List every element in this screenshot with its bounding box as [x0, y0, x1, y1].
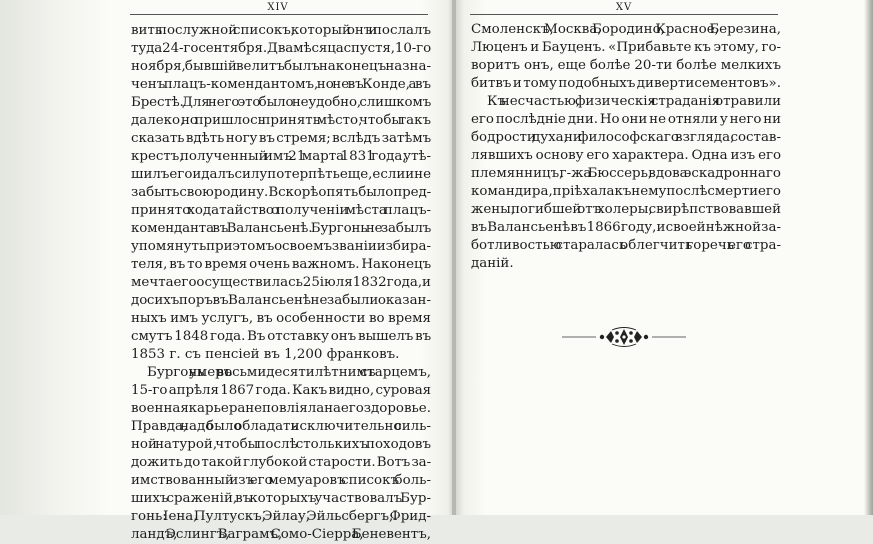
text-line: военная карьера не повліяла на его здоровье. — [131, 401, 431, 416]
text-line: даній. — [471, 256, 514, 271]
text-line: Бургонь умеръ восьмидесятилѣтнимъ старцемъ, — [147, 365, 431, 380]
text-line: бодрости духа, ни философскаго взгляда, состав- — [471, 130, 781, 145]
text-line: командира, пріѣхала къ нему послѣ смерти его — [471, 184, 781, 199]
text-line: упомянуть при этомъ о своемъ званіи избира- — [131, 239, 431, 254]
left-page-number: XIV — [267, 2, 289, 13]
text-line: Правда, надо было обладать исключительно силь- — [131, 419, 431, 434]
text-line: туда 24-го сентября. Два мѣсяца спустя, 10-го — [131, 41, 432, 56]
text-line: ноября, бывшій велитъ былъ наконецъ назна- — [131, 59, 431, 74]
text-line: ченъ плацъ-комендантомъ, но не въ Конде, а въ — [131, 77, 431, 92]
text-line: смутъ 1848 года. Въ отставку онъ вышелъ въ — [131, 329, 432, 344]
text-line: Къ несчастью, физическія страданія отравили — [487, 94, 781, 109]
text-line: воритъ онъ, еще болѣе 20-ти болѣе мелкихъ — [471, 58, 781, 73]
text-line: принято ходатайство о полученіи мѣста плацъ- — [131, 203, 431, 218]
text-line: дожить до такой глубокой старости. Вотъ за- — [131, 455, 432, 470]
left-header-rule — [130, 14, 428, 15]
right-page-number: XV — [615, 2, 633, 13]
text-line: ной натурой, чтобы послѣ столькихъ походовъ — [131, 437, 431, 452]
text-line: Брестѣ. Для него это было неудобно, слишкомъ — [131, 95, 432, 110]
text-line: вить послужной списокъ, который онъ и послалъ — [131, 23, 431, 38]
text-line: ныхъ имъ услугъ, въ особенности во время — [131, 311, 431, 326]
right-header-rule — [470, 14, 778, 15]
page-edge-shadow — [864, 0, 873, 515]
text-line: въ Валансьенѣ въ 1866 году, и своей нѣжной за- — [471, 220, 781, 235]
text-line: 1853 г. съ пенсіей въ 1,200 франковъ. — [131, 347, 400, 362]
left-page-text — [131, 22, 431, 544]
text-line: крестъ, полученный имъ 21 марта 1831 года, утѣ- — [131, 149, 431, 164]
text-line: ботливостью старалась облегчить горечь его стра- — [471, 238, 781, 253]
text-line: Смоленскъ, Москва, Бородино, Красное, Березина, — [471, 22, 781, 37]
text-line: племянницъ, г-жа Бюссерь, вдова эскадроннаго — [471, 166, 781, 181]
text-line: гонь: Іена, Пултускъ, Эйлау, Эйльсбергъ, Фрид- — [131, 509, 431, 524]
text-line: мечта его осуществилась 25 іюля 1832 года, и — [131, 275, 431, 290]
text-line: сказать вдѣть ногу въ стремя; вслѣдъ затѣмъ — [131, 131, 432, 146]
text-line: его послѣдніе дни. Но они не отняли у него ни — [471, 112, 782, 127]
tailpiece-ornament-icon — [562, 326, 686, 348]
text-line: жены, погибшей отъ холеры, свирѣпствовавшей — [471, 202, 781, 217]
text-line: шихъ сраженій, въ которыхъ участвовалъ Бур- — [131, 491, 431, 506]
text-line: 15-го апрѣля 1867 года. Какъ видно, суровая — [131, 383, 432, 398]
text-line: коменданта въ Валансьенѣ. Бургонь не забылъ — [131, 221, 432, 236]
text-line: до сихъ поръ въ Валансьенѣ не забыли оказан- — [131, 293, 431, 308]
text-line: ландъ, Эслингъ, Ваграмъ, Сомо-Сіерра, Беневентъ, — [131, 527, 431, 542]
text-line: теля, въ то время очень важномъ. Наконецъ — [131, 257, 432, 272]
text-line: далеко, но пришлось принять мѣсто, чтобы такъ — [131, 113, 431, 128]
text-line: битвъ и тому подобныхъ дивертисементовъ». — [471, 76, 781, 91]
text-line: шилъ его и далъ силу потерпѣть еще, если и не — [131, 167, 431, 182]
text-line: Люценъ и Бауценъ. «Прибавьте къ этому, го- — [471, 40, 782, 55]
text-line: лявшихъ основу его характера. Одна изъ его — [471, 148, 782, 163]
text-line: имствованный изъ его мемуаровъ списокъ боль- — [131, 473, 431, 488]
text-line: забыть свою родину. Вскорѣ опять было пред- — [131, 185, 432, 200]
right-page-text — [471, 21, 781, 273]
